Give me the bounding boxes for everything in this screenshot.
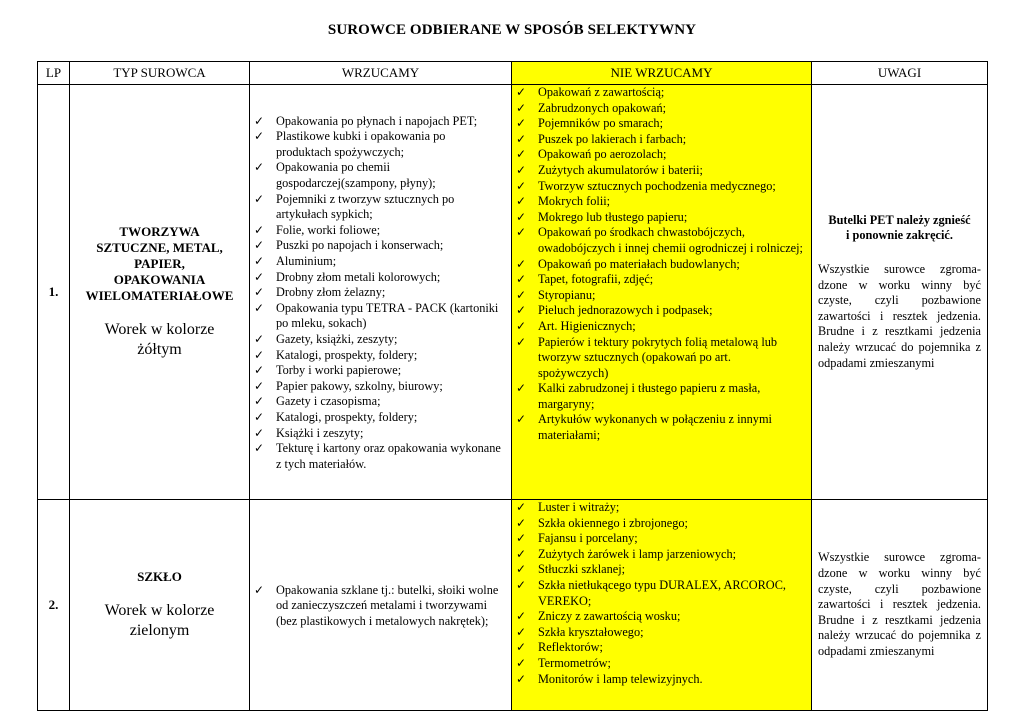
forbidden-items-cell [512, 500, 812, 711]
list-item-text: Puszki po napojach i konserwach; [276, 238, 444, 253]
checkmark-icon: ✓ [254, 160, 265, 175]
list-item-text: Gazety i czasopisma; [276, 394, 381, 409]
list-item-text: Katalogi, prospekty, foldery; [276, 409, 418, 424]
remarks [812, 550, 987, 659]
checkmark-icon: ✓ [254, 238, 265, 253]
list-item-text: Aluminium; [276, 254, 337, 269]
forbidden-items-cell [512, 85, 812, 500]
material-name-line: SZTUCZNE, METAL, [96, 240, 223, 255]
material-type-cell [70, 500, 250, 711]
list-item [516, 531, 803, 547]
checkmark-icon: ✓ [254, 254, 265, 269]
checkmark-icon: ✓ [516, 671, 527, 686]
table-row [38, 500, 988, 711]
allowed-items-cell [250, 85, 512, 500]
remarks-cell [812, 500, 988, 711]
checkmark-icon: ✓ [516, 85, 527, 99]
checkmark-icon: ✓ [254, 300, 265, 315]
list-item-text: Zniczy z zawartością wosku; [538, 609, 681, 624]
list-item-text: Zabrudzonych opakowań; [538, 100, 667, 115]
list-item-text: Monitorów i lamp telewizyjnych. [538, 671, 703, 686]
list-item-text: Stłuczki szklanej; [538, 562, 626, 577]
list-item-text: Puszek po lakierach i farbach; [538, 131, 687, 146]
checkmark-icon: ✓ [516, 272, 527, 287]
bag-color-line: zielonym [129, 622, 190, 639]
list-item [516, 671, 803, 688]
checkmark-icon: ✓ [254, 441, 265, 456]
list-item-text: Tworzyw sztucznych pochodzenia medycznego; [538, 178, 776, 193]
remarks-note-line: Butelki PET należy zgnieść [828, 212, 971, 227]
checkmark-icon: ✓ [516, 562, 527, 577]
checkmark-icon: ✓ [254, 331, 265, 346]
list-item-text: Mokrych folii; [538, 194, 611, 209]
header-row [38, 62, 988, 85]
list-item-text: Opakowania po płynach i napojach PET; [276, 113, 478, 128]
header-nie-wrzucamy: NIE WRZUCAMY [512, 62, 812, 85]
checkmark-icon: ✓ [516, 178, 527, 193]
list-item-text: Artykułów wykonanych w połączeniu z innymi materiałami; [538, 412, 772, 443]
list-item [516, 287, 803, 304]
list-item [254, 363, 503, 379]
allowed-items-list [250, 583, 511, 630]
list-item [516, 500, 803, 516]
checkmark-icon: ✓ [254, 363, 265, 378]
list-item-text: Art. Higienicznych; [538, 318, 636, 333]
allowed-items-list [250, 114, 511, 473]
material-name-line: TWORZYWA [119, 224, 200, 239]
bag-color-label [70, 320, 249, 360]
list-item [254, 409, 503, 426]
material-name-line: WIELOMATERIAŁOWE [85, 288, 234, 303]
list-item-text: Papierów i tektury pokrytych folią metalową lub tworzyw sztucznych (opakowań po art. spożywczych) [538, 334, 778, 380]
list-item-text: Opakowań po środkach chwastobójczych, owadobójczych i innej chemii ogrodniczej i rolniczej; [538, 225, 803, 255]
checkmark-icon: ✓ [254, 191, 265, 206]
checkmark-icon: ✓ [516, 225, 527, 240]
list-item [516, 272, 803, 288]
list-item [254, 347, 503, 364]
list-item [516, 546, 803, 563]
checkmark-icon: ✓ [516, 287, 527, 302]
list-item [516, 515, 803, 532]
list-item-text: Zużytych akumulatorów i baterii; [538, 162, 703, 177]
list-item [254, 254, 503, 270]
list-item [254, 285, 503, 301]
list-item-text: Pojemników po smarach; [538, 116, 663, 131]
list-item-text: Zużytych żarówek i lamp jarzeniowych; [538, 546, 737, 561]
list-item [516, 381, 803, 412]
list-item [254, 113, 503, 130]
checkmark-icon: ✓ [254, 582, 265, 597]
checkmark-icon: ✓ [254, 378, 265, 393]
bag-color-line: Worek w kolorze [104, 602, 215, 619]
material-name-line: SZKŁO [137, 569, 182, 584]
list-item [516, 85, 803, 101]
list-item [516, 624, 803, 641]
checkmark-icon: ✓ [254, 129, 265, 144]
list-item-text: Tekturę i kartony oraz opakowania wykonane z tych materiałów. [276, 441, 501, 471]
forbidden-items-list [512, 500, 811, 687]
list-item [516, 562, 803, 578]
remarks [812, 213, 987, 371]
list-item-text: Szkła kryształowego; [538, 624, 644, 639]
list-item [516, 303, 803, 319]
list-item-text: Plastikowe kubki i opakowania po produktach spożywczych; [276, 129, 446, 159]
list-item-text: Termometrów; [538, 655, 611, 670]
list-item-text: Papier pakowy, szkolny, biurowy; [276, 378, 443, 393]
list-item [254, 269, 503, 286]
material-name-line: PAPIER, [134, 256, 185, 271]
checkmark-icon: ✓ [516, 500, 527, 514]
checkmark-icon: ✓ [516, 116, 527, 131]
checkmark-icon: ✓ [516, 546, 527, 561]
checkmark-icon: ✓ [516, 624, 527, 639]
checkmark-icon: ✓ [254, 222, 265, 237]
material-name [70, 224, 249, 304]
bag-color-label [70, 601, 249, 641]
list-item [516, 655, 803, 672]
checkmark-icon: ✓ [254, 394, 265, 409]
list-item-text: Szkła nietłukącego typu DURALEX, ARCOROC, VEREKO; [538, 577, 786, 608]
material-name-line: OPAKOWANIA [113, 272, 206, 287]
row-number: 2. [38, 500, 70, 711]
header-uwagi: UWAGI [812, 62, 988, 85]
list-item [516, 640, 803, 656]
checkmark-icon: ✓ [516, 334, 527, 349]
list-item [254, 238, 503, 254]
remarks-note-line: i ponownie zakręcić. [846, 228, 953, 243]
list-item [516, 116, 803, 132]
material-name [70, 569, 249, 585]
checkmark-icon: ✓ [516, 131, 527, 146]
checkmark-icon: ✓ [516, 577, 527, 592]
list-item-text: Pieluch jednorazowych i podpasek; [538, 303, 713, 318]
checkmark-icon: ✓ [516, 318, 527, 333]
list-item [254, 331, 503, 348]
checkmark-icon: ✓ [516, 303, 527, 318]
list-item-text: Torby i worki papierowe; [276, 363, 402, 378]
checkmark-icon: ✓ [254, 285, 265, 300]
checkmark-icon: ✓ [254, 347, 265, 362]
list-item [516, 256, 803, 273]
checkmark-icon: ✓ [516, 531, 527, 546]
checkmark-icon: ✓ [516, 515, 527, 530]
list-item-text: Opakowań z zawartością; [538, 85, 665, 99]
list-item-text: Kalki zabrudzonej i tłustego papieru z masła, margaryny; [538, 381, 761, 411]
list-item-text: Luster i witraży; [538, 500, 620, 514]
checkmark-icon: ✓ [516, 147, 527, 162]
list-item [254, 191, 503, 223]
bag-color-line: Worek w kolorze [104, 321, 215, 338]
table-row [38, 85, 988, 500]
list-item [516, 147, 803, 163]
document-title: SUROWCE ODBIERANE W SPOSÓB SELEKTYWNY [327, 22, 697, 38]
list-item-text: Styropianu; [538, 287, 596, 302]
checkmark-icon: ✓ [516, 162, 527, 177]
list-item [254, 582, 503, 630]
checkmark-icon: ✓ [516, 412, 527, 427]
remarks-note [818, 213, 981, 244]
list-item-text: Opakowania po chemii gospodarczej(szampony, płyny); [276, 160, 436, 191]
list-item [254, 394, 503, 410]
list-item [516, 131, 803, 148]
checkmark-icon: ✓ [254, 113, 265, 128]
forbidden-items-list [512, 85, 811, 444]
list-item-text: Opakowania szklane tj.: butelki, słoiki wolne od zanieczyszczeń metalami i tworzywami (bez plastikowych i metalowych nakrętek); [276, 582, 499, 628]
list-item-text: Mokrego lub tłustego papieru; [538, 209, 688, 224]
checkmark-icon: ✓ [516, 655, 527, 670]
list-item-text: Drobny złom żelazny; [276, 285, 386, 300]
list-item [516, 609, 803, 625]
waste-table [37, 61, 988, 711]
list-item [516, 412, 803, 443]
list-item [254, 160, 503, 191]
list-item [516, 178, 803, 195]
checkmark-icon: ✓ [516, 256, 527, 271]
list-item-text: Książki i zeszyty; [276, 425, 364, 440]
list-item-text: Katalogi, prospekty, foldery; [276, 347, 418, 362]
list-item-text: Reflektorów; [538, 640, 603, 655]
list-item [254, 222, 503, 239]
checkmark-icon: ✓ [516, 609, 527, 624]
list-item-text: Opakowań po materiałach budowlanych; [538, 256, 740, 271]
list-item [516, 334, 803, 382]
list-item [254, 441, 503, 472]
list-item [254, 129, 503, 160]
list-item [254, 378, 503, 395]
list-item-text: Opakowań po aerozolach; [538, 147, 667, 162]
list-item-text: Tapet, fotografii, zdjęć; [538, 272, 654, 287]
remarks-text: Wszystkie surowce zgroma-dzone w worku winny być czyste, czyli pozbawione zawartości i resztek jedzenia. Brudne i z resztkami jedzenia należy wrzucać do pojemnika z odpadami zmieszanymi [818, 550, 981, 658]
list-item [516, 194, 803, 210]
allowed-items-cell [250, 500, 512, 711]
header-lp: LP [38, 62, 70, 85]
checkmark-icon: ✓ [516, 194, 527, 209]
list-item-text: Szkła okiennego i zbrojonego; [538, 515, 688, 530]
list-item [516, 162, 803, 179]
remarks-text: Wszystkie surowce zgroma-dzone w worku winny być czyste, czyli pozbawione zawartości i resztek jedzenia. Brudne i z resztkami jedzenia należy wrzucać do pojemnika z odpadami zmieszanymi [818, 262, 981, 370]
header-wrzucamy: WRZUCAMY [250, 62, 512, 85]
checkmark-icon: ✓ [516, 640, 527, 655]
remarks-cell [812, 85, 988, 500]
bag-color-line: żółtym [137, 341, 182, 358]
list-item [516, 225, 803, 256]
list-item [516, 577, 803, 609]
row-number: 1. [38, 85, 70, 500]
list-item-text: Opakowania typu TETRA - PACK (kartoniki po mleku, sokach) [276, 300, 499, 331]
list-item [254, 300, 503, 332]
header-typ: TYP SUROWCA [70, 62, 250, 85]
checkmark-icon: ✓ [254, 425, 265, 440]
checkmark-icon: ✓ [516, 100, 527, 115]
list-item [516, 100, 803, 117]
checkmark-icon: ✓ [516, 381, 527, 396]
list-item [516, 318, 803, 335]
list-item [516, 209, 803, 226]
list-item-text: Gazety, książki, zeszyty; [276, 331, 398, 346]
list-item-text: Folie, worki foliowe; [276, 222, 381, 237]
list-item-text: Pojemniki z tworzyw sztucznych po artykułach sypkich; [276, 191, 455, 222]
checkmark-icon: ✓ [516, 209, 527, 224]
checkmark-icon: ✓ [254, 269, 265, 284]
list-item-text: Drobny złom metali kolorowych; [276, 269, 441, 284]
list-item [254, 425, 503, 442]
list-item-text: Fajansu i porcelany; [538, 531, 638, 546]
material-type-cell [70, 85, 250, 500]
checkmark-icon: ✓ [254, 409, 265, 424]
